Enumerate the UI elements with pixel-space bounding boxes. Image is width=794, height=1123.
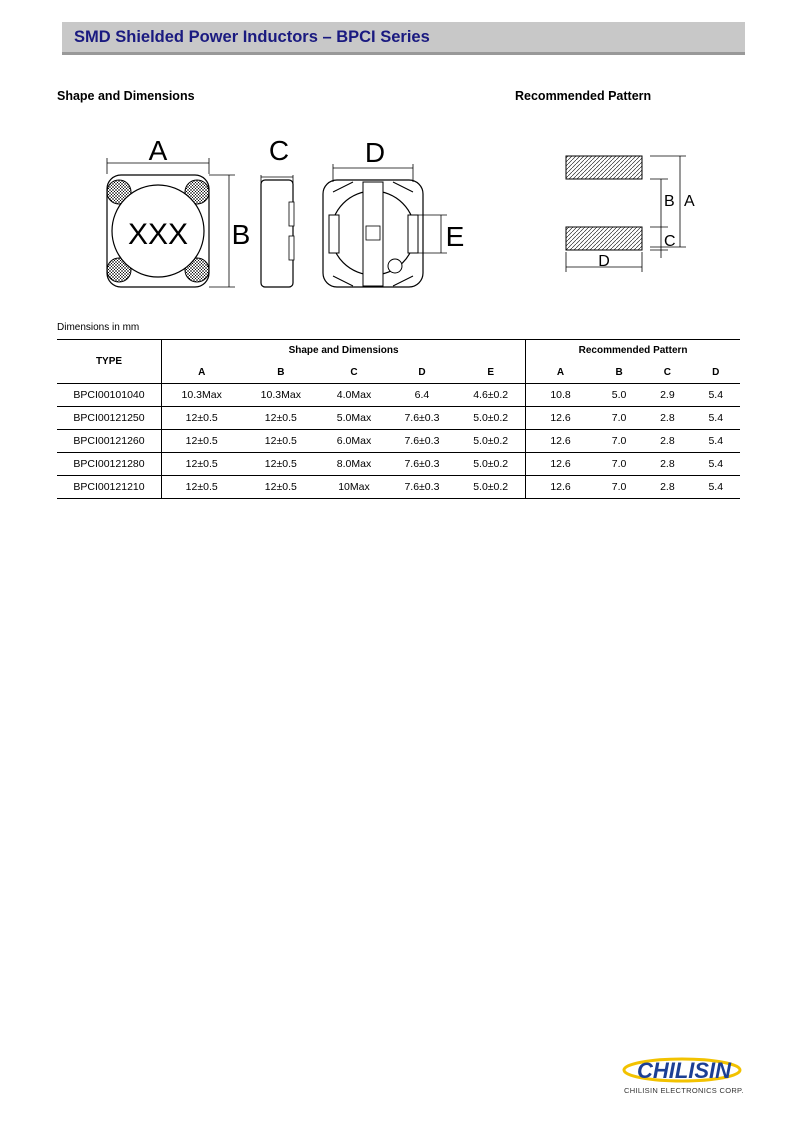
table-cell: 5.4 (692, 407, 740, 430)
page-title: SMD Shielded Power Inductors – BPCI Series (74, 28, 430, 46)
table-cell: 8.0Max (320, 453, 387, 476)
table-cell: 12.6 (526, 476, 595, 499)
table-cell: 5.0Max (320, 407, 387, 430)
bottom-view (323, 137, 464, 287)
table-cell: 10.3Max (162, 384, 242, 407)
col-header: D (692, 361, 740, 384)
table-cell: 5.0±0.2 (456, 430, 525, 453)
table-cell: 7.0 (595, 453, 643, 476)
pattern-label-d: D (598, 253, 610, 270)
dimensions-table (57, 339, 740, 499)
table-cell: 5.0±0.2 (456, 453, 525, 476)
table-cell: 10.8 (526, 384, 595, 407)
col-header: B (241, 361, 320, 384)
table-cell: 5.0±0.2 (456, 476, 525, 499)
table-cell: 12±0.5 (162, 453, 242, 476)
table-cell: 12±0.5 (241, 476, 320, 499)
table-cell: 12±0.5 (162, 476, 242, 499)
col-header: A (526, 361, 595, 384)
table-cell: 12.6 (526, 453, 595, 476)
table-row (57, 384, 740, 407)
table-cell: 7.6±0.3 (388, 407, 456, 430)
table-cell: 7.6±0.3 (388, 453, 456, 476)
table-cell: 12±0.5 (162, 430, 242, 453)
table-cell: 5.0±0.2 (456, 407, 525, 430)
side-view (261, 135, 294, 287)
table-row (57, 453, 740, 476)
table-cell: 2.8 (643, 476, 691, 499)
table-cell: 5.4 (692, 476, 740, 499)
type-cell: BPCI00121210 (57, 476, 162, 499)
table-cell: 10.3Max (241, 384, 320, 407)
col-header: B (595, 361, 643, 384)
table-cell: 6.4 (388, 384, 456, 407)
table-cell: 10Max (320, 476, 387, 499)
marking-label: XXX (127, 218, 189, 251)
col-header: D (388, 361, 456, 384)
company-name: CHILISIN ELECTRONICS CORP. (624, 1086, 744, 1095)
table-cell: 7.6±0.3 (388, 430, 456, 453)
shape-drawing (95, 130, 475, 300)
table-cell: 5.4 (692, 453, 740, 476)
table-cell: 2.8 (643, 430, 691, 453)
lower-pad (566, 227, 642, 250)
table-cell: 2.9 (643, 384, 691, 407)
dimensions-note: Dimensions in mm (57, 322, 140, 333)
pattern-drawing (560, 148, 710, 278)
type-cell: BPCI00121280 (57, 453, 162, 476)
type-cell: BPCI00121260 (57, 430, 162, 453)
table-cell: 7.0 (595, 407, 643, 430)
table-cell: 5.0 (595, 384, 643, 407)
table-cell: 5.4 (692, 384, 740, 407)
table-row (57, 430, 740, 453)
top-view (107, 135, 250, 287)
pattern-group-header: Recommended Pattern (526, 340, 740, 362)
shape-group-header: Shape and Dimensions (162, 340, 526, 362)
table-cell: 7.0 (595, 476, 643, 499)
pattern-label-b: B (664, 193, 675, 210)
dim-label-c: C (268, 135, 290, 166)
type-cell: BPCI00121250 (57, 407, 162, 430)
company-logo (622, 1048, 752, 1086)
table-cell: 12±0.5 (241, 453, 320, 476)
col-header: A (162, 361, 242, 384)
dim-label-e: E (445, 221, 465, 252)
table-cell: 4.6±0.2 (456, 384, 525, 407)
pattern-label-a: A (684, 193, 695, 210)
dim-label-d: D (364, 137, 386, 168)
table-cell: 5.4 (692, 430, 740, 453)
table-cell: 12.6 (526, 407, 595, 430)
table-cell: 2.8 (643, 453, 691, 476)
table-cell: 12±0.5 (162, 407, 242, 430)
table-cell: 12±0.5 (241, 430, 320, 453)
logo-text: CHILISIN (636, 1058, 732, 1083)
title-bar (62, 22, 745, 55)
col-header: E (456, 361, 525, 384)
table-row (57, 407, 740, 430)
table-cell: 2.8 (643, 407, 691, 430)
col-header: C (643, 361, 691, 384)
type-cell: BPCI00101040 (57, 384, 162, 407)
type-header: TYPE (57, 340, 162, 384)
shape-section-title: Shape and Dimensions (57, 89, 195, 103)
pattern-label-c: C (664, 233, 676, 250)
col-header: C (320, 361, 387, 384)
table-cell: 12±0.5 (241, 407, 320, 430)
pattern-section-title: Recommended Pattern (515, 89, 652, 103)
table-cell: 12.6 (526, 430, 595, 453)
dim-label-a: A (148, 135, 168, 166)
table-cell: 4.0Max (320, 384, 387, 407)
table-cell: 6.0Max (320, 430, 387, 453)
table-cell: 7.6±0.3 (388, 476, 456, 499)
table-cell: 7.0 (595, 430, 643, 453)
upper-pad (566, 156, 642, 179)
dim-label-b: B (231, 219, 251, 250)
table-row (57, 476, 740, 499)
